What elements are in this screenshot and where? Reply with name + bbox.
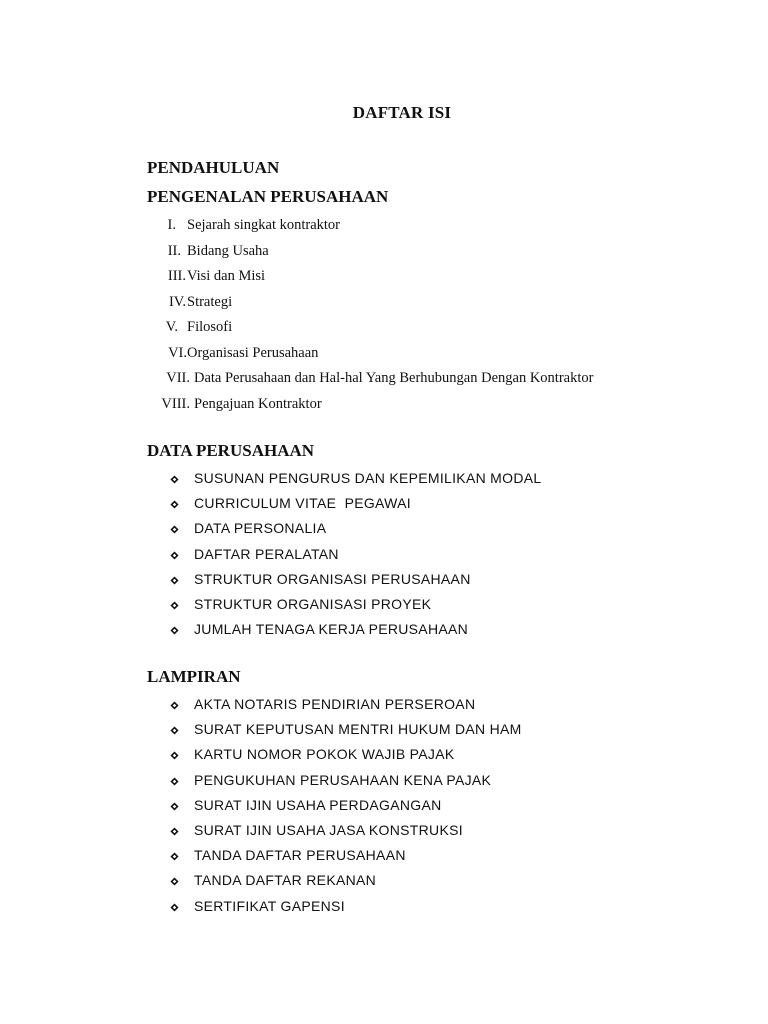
item-text: SUSUNAN PENGURUS DAN KEPEMILIKAN MODAL bbox=[194, 470, 542, 486]
diamond-bullet-icon bbox=[170, 827, 179, 836]
item-text: SURAT IJIN USAHA JASA KONSTRUKSI bbox=[194, 821, 463, 838]
item-text: DAFTAR PERALATAN bbox=[194, 545, 339, 562]
item-text: SURAT IJIN USAHA PERDAGANGAN bbox=[194, 796, 442, 813]
item-text: AKTA NOTARIS PENDIRIAN PERSEROAN bbox=[194, 696, 476, 712]
item-text: TANDA DAFTAR REKANAN bbox=[194, 872, 377, 889]
diamond-bullet-icon bbox=[170, 626, 179, 635]
diamond-bullet-icon bbox=[170, 576, 179, 585]
item-text: Pengajuan Kontraktor bbox=[194, 395, 322, 412]
diamond-bullet-icon bbox=[170, 701, 179, 710]
item-text: Organisasi Perusahaan bbox=[187, 344, 319, 361]
item-number: V. bbox=[165, 319, 178, 335]
item-text: TANDA DAFTAR PERUSAHAAN bbox=[194, 847, 406, 864]
item-text: PENGUKUHAN PERUSAHAAN KENA PAJAK bbox=[194, 771, 492, 788]
diamond-bullet-icon bbox=[170, 751, 179, 760]
item-number: III. bbox=[167, 268, 186, 284]
item-number: VI. bbox=[168, 344, 187, 361]
item-number: VII. bbox=[166, 370, 190, 386]
item-text: Bidang Usaha bbox=[187, 242, 269, 259]
heading-pengenalan-perusahaan: PENGENALAN PERUSAHAAN bbox=[147, 187, 389, 206]
item-text: Filosofi bbox=[187, 319, 233, 335]
item-text: Visi dan Misi bbox=[187, 268, 266, 284]
diamond-bullet-icon bbox=[170, 903, 179, 912]
item-text: Data Perusahaan dan Hal-hal Yang Berhubungan Dengan Kontraktor bbox=[194, 370, 594, 386]
heading-pendahuluan: PENDAHULUAN bbox=[147, 158, 280, 177]
page-title: DAFTAR ISI bbox=[352, 103, 452, 122]
item-text: CURRICULUM VITAE PEGAWAI bbox=[194, 495, 412, 512]
item-number: II. bbox=[167, 242, 181, 259]
diamond-bullet-icon bbox=[170, 500, 179, 509]
diamond-bullet-icon bbox=[170, 551, 179, 560]
item-text: SERTIFIKAT GAPENSI bbox=[194, 897, 345, 914]
diamond-bullet-icon bbox=[170, 475, 179, 484]
heading-data-perusahaan: DATA PERUSAHAAN bbox=[147, 441, 315, 460]
item-number: I. bbox=[167, 217, 176, 233]
diamond-bullet-icon bbox=[170, 525, 179, 534]
item-text: DATA PERSONALIA bbox=[194, 520, 327, 537]
item-text: STRUKTUR ORGANISASI PERUSAHAAN bbox=[194, 570, 471, 587]
item-text: KARTU NOMOR POKOK WAJIB PAJAK bbox=[194, 746, 455, 763]
item-number: VIII. bbox=[161, 395, 190, 412]
diamond-bullet-icon bbox=[170, 726, 179, 735]
diamond-bullet-icon bbox=[170, 852, 179, 861]
diamond-bullet-icon bbox=[170, 777, 179, 786]
item-text: JUMLAH TENAGA KERJA PERUSAHAAN bbox=[194, 621, 469, 638]
item-text: STRUKTUR ORGANISASI PROYEK bbox=[194, 595, 432, 612]
item-number: IV. bbox=[168, 293, 186, 310]
heading-lampiran: LAMPIRAN bbox=[147, 667, 241, 686]
item-text: Sejarah singkat kontraktor bbox=[187, 217, 341, 233]
item-text: Strategi bbox=[187, 293, 233, 310]
diamond-bullet-icon bbox=[170, 601, 179, 610]
diamond-bullet-icon bbox=[170, 877, 179, 886]
item-text: SURAT KEPUTUSAN MENTRI HUKUM DAN HAM bbox=[194, 721, 522, 738]
diamond-bullet-icon bbox=[170, 802, 179, 811]
